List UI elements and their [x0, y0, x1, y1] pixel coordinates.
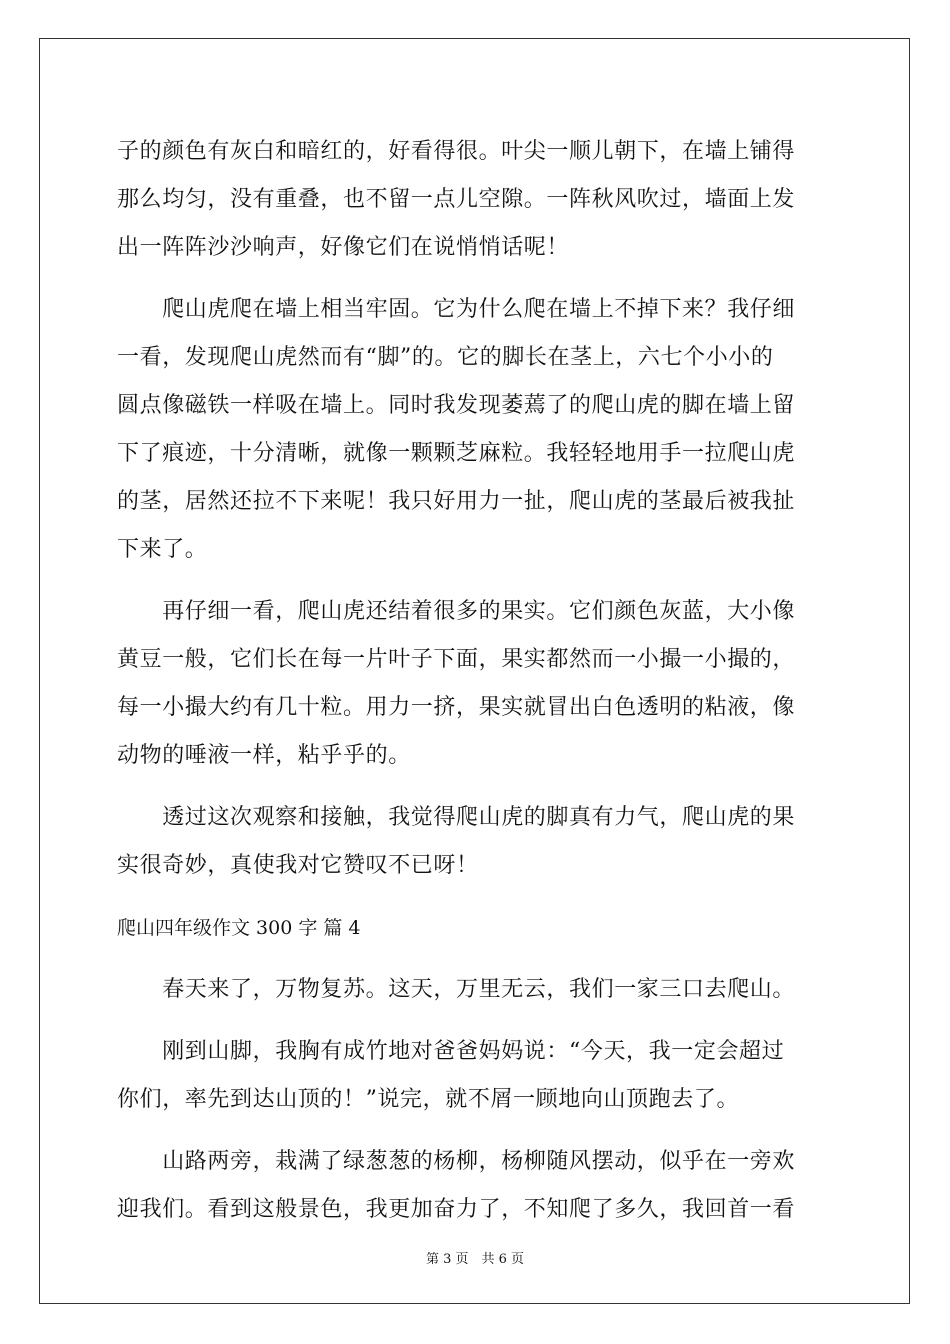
text-line: 每一小撮大约有几十粒。用力一挤，果实就冒出白色透明的粘液，像 — [117, 695, 796, 720]
text-line: 子的颜色有灰白和暗红的，好看得很。叶尖一顺儿朝下，在墙上铺得 — [117, 139, 796, 164]
text-line: 下了痕迹，十分清晰，就像一颗颗芝麻粒。我轻轻地用手一拉爬山虎 — [117, 441, 796, 466]
text-line: 迎我们。看到这般景色，我更加奋力了，不知爬了多久，我回首一看 — [117, 1197, 796, 1222]
paragraph — [117, 794, 833, 890]
text-line: 出一阵阵沙沙响声，好像它们在说悄悄话呢！ — [117, 235, 570, 260]
paragraph — [117, 128, 833, 272]
text-line: 春天来了，万物复苏。这天，万里无云，我们一家三口去爬山。 — [117, 977, 796, 1002]
text-line: 再仔细一看，爬山虎还结着很多的果实。它们颜色灰蓝，大小像 — [117, 599, 796, 624]
text-line: 山路两旁，栽满了绿葱葱的杨柳，杨柳随风摆动，似乎在一旁欢 — [117, 1149, 796, 1174]
text-line: 刚到山脚，我胸有成竹地对爸爸妈妈说：“今天，我一定会超过 — [117, 1039, 785, 1064]
paragraph — [117, 588, 833, 780]
text-line: 爬山虎爬在墙上相当牢固。它为什么爬在墙上不掉下来？我仔细 — [117, 297, 796, 322]
page-footer: 第 3 页 共 6 页 — [425, 1252, 525, 1267]
document-body — [117, 128, 833, 1248]
text-line: 的茎，居然还拉不下来呢！我只好用力一扯，爬山虎的茎最后被我扯 — [117, 489, 796, 514]
paragraph — [117, 1028, 833, 1124]
text-line: 你们，率先到达山顶的！”说完，就不屑一顾地向山顶跑去了。 — [117, 1087, 740, 1112]
text-line: 一看，发现爬山虎然而有“脚”的。它的脚长在茎上，六七个小小的 — [117, 345, 774, 370]
text-line: 黄豆一般，它们长在每一片叶子下面，果实都然而一小撮一小撮的， — [117, 647, 796, 672]
text-line: 实很奇妙，真使我对它赞叹不已呀！ — [117, 853, 479, 878]
text-line: 动物的唾液一样，粘乎乎的。 — [117, 743, 411, 768]
paragraph — [117, 1138, 833, 1234]
text-line: 圆点像磁铁一样吸在墙上。同时我发现萎蔫了的爬山虎的脚在墙上留 — [117, 393, 796, 418]
text-line: 那么均匀，没有重叠，也不留一点儿空隙。一阵秋风吹过，墙面上发 — [117, 187, 796, 212]
section-heading: 爬山四年级作文 300 字 篇 4 — [117, 917, 361, 939]
paragraph — [117, 286, 833, 574]
paragraph — [117, 966, 833, 1014]
text-line: 透过这次观察和接触，我觉得爬山虎的脚真有力气，爬山虎的果 — [117, 805, 796, 830]
text-line: 下来了。 — [117, 537, 208, 562]
